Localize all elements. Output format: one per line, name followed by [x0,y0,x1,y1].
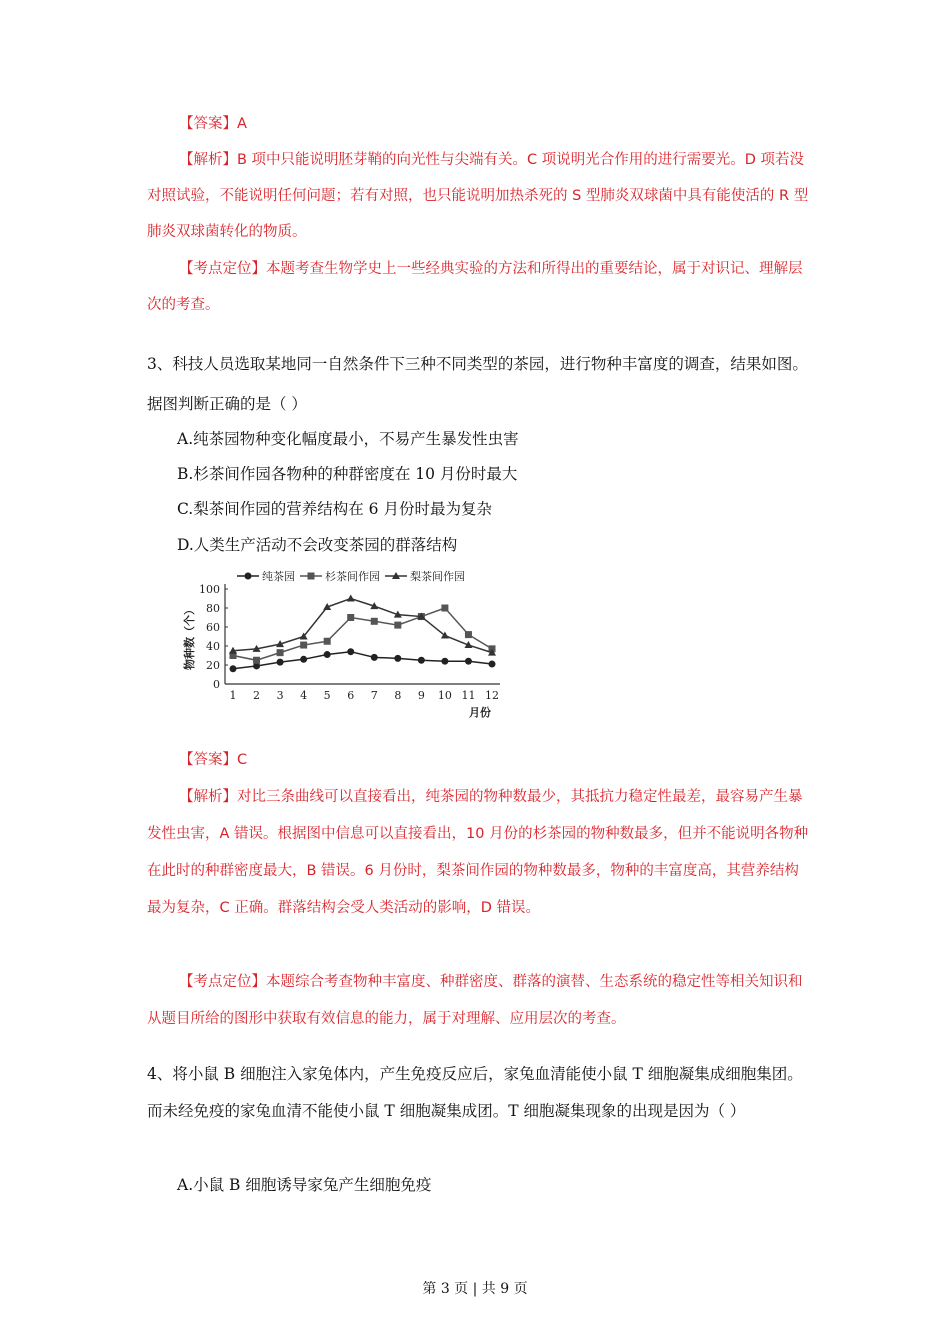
q3-option-b: B.杉茶间作园各物种的种群密度在 10 月份时最大 [177,465,518,483]
data-point [441,658,448,665]
x-tick-label: 8 [394,689,402,702]
x-tick-label: 10 [437,689,452,702]
q3-option-a: A.纯茶园物种变化幅度最小，不易产生暴发性虫害 [177,430,519,448]
data-point [465,658,472,665]
x-tick-label: 4 [300,689,308,702]
data-point [394,655,401,662]
q3-option-d: D.人类生产活动不会改变茶园的群落结构 [177,536,458,554]
data-point [324,638,331,645]
data-point [253,657,260,664]
data-point [230,665,237,672]
legend-marker [308,573,315,580]
data-point [441,605,448,612]
q4-stem: 4、将小鼠 B 细胞注入家兔体内，产生免疫反应后，家兔血清能使小鼠 T 细胞凝集成细胞集团。而未经免疫的家兔血清不能使小鼠 T 细胞凝集成团。T 细胞凝集现象的出现是因为（ ） [147,1065,803,1120]
data-point [347,648,354,655]
y-tick-label: 40 [206,640,220,653]
species-chart [175,562,505,722]
data-point [277,649,284,656]
series-line-0 [233,652,492,669]
data-point [300,642,307,649]
x-axis-label: 月份 [469,706,491,719]
x-tick-label: 11 [461,689,476,702]
series-line-1 [233,608,492,660]
data-point [465,631,472,638]
page-footer: 第 3 页 | 共 9 页 [422,1281,528,1297]
legend-label: 纯茶园 [262,570,295,583]
y-tick-label: 80 [206,602,220,615]
y-tick-label: 0 [213,678,220,691]
y-tick-label: 100 [199,583,220,596]
legend-label: 梨茶间作园 [410,570,465,583]
series-line-2 [233,599,492,653]
x-tick-label: 3 [276,689,284,702]
data-point [489,661,496,668]
legend-label: 杉茶间作园 [325,570,380,583]
y-axis-label: 物种数（个） [183,604,196,670]
data-point [347,595,355,602]
q3-stem: 3、科技人员选取某地同一自然条件下三种不同类型的茶园，进行物种丰富度的调查，结果如图。据图判断正确的是（ ） [147,355,808,413]
data-point [418,657,425,664]
data-point [371,654,378,661]
data-point [347,614,354,621]
q4-option-a: A.小鼠 B 细胞诱导家兔产生细胞免疫 [177,1176,432,1194]
data-point [371,618,378,625]
legend-marker [245,573,252,580]
q3-point: 【考点定位】本题综合考查物种丰富度、种群密度、群落的演替、生态系统的稳定性等相关知识和从题目所给的图形中获取有效信息的能力，属于对理解、应用层次的考查。 [147,974,803,1027]
q3-option-c: C.梨茶间作园的营养结构在 6 月份时最为复杂 [177,500,492,518]
data-point [324,651,331,658]
x-tick-label: 2 [253,689,261,702]
x-tick-label: 1 [229,689,237,702]
q3-answer: 【答案】C [179,752,248,768]
q2-point: 【考点定位】本题考查生物学史上一些经典实验的方法和所得出的重要结论，属于对识记、理解层次的考查。 [147,261,803,313]
x-tick-label: 12 [485,689,499,702]
data-point [277,659,284,666]
y-tick-label: 20 [206,659,220,672]
x-tick-label: 5 [323,689,331,702]
q2-answer: 【答案】A [179,116,247,132]
q2-analysis: 【解析】B 项中只能说明胚芽鞘的向光性与尖端有关。C 项说明光合作用的进行需要光。D 项若没对照试验，不能说明任何问题；若有对照，也只能说明加热杀死的 S 型肺炎双球菌中具有能使活的 R 型肺炎双球菌转化的物质。 [147,152,809,240]
x-tick-label: 9 [417,689,425,702]
q3-analysis: 【解析】对比三条曲线可以直接看出，纯茶园的物种数最少，其抵抗力稳定性最差，最容易产生暴发性虫害，A 错误。根据图中信息可以直接看出，10 月份的杉茶园的物种数最多，但并不能说明各物种在此时的种群密度最大，B 错误。6 月份时，梨茶间作园的物种数最多，物种的丰富度高，其营养结构最为复杂，C 正确。群落结构会受人类活动的影响，D 错误。 [147,789,809,916]
data-point [394,622,401,629]
y-tick-label: 60 [206,621,220,634]
x-tick-label: 7 [370,689,378,702]
data-point [300,656,307,663]
x-tick-label: 6 [347,689,355,702]
